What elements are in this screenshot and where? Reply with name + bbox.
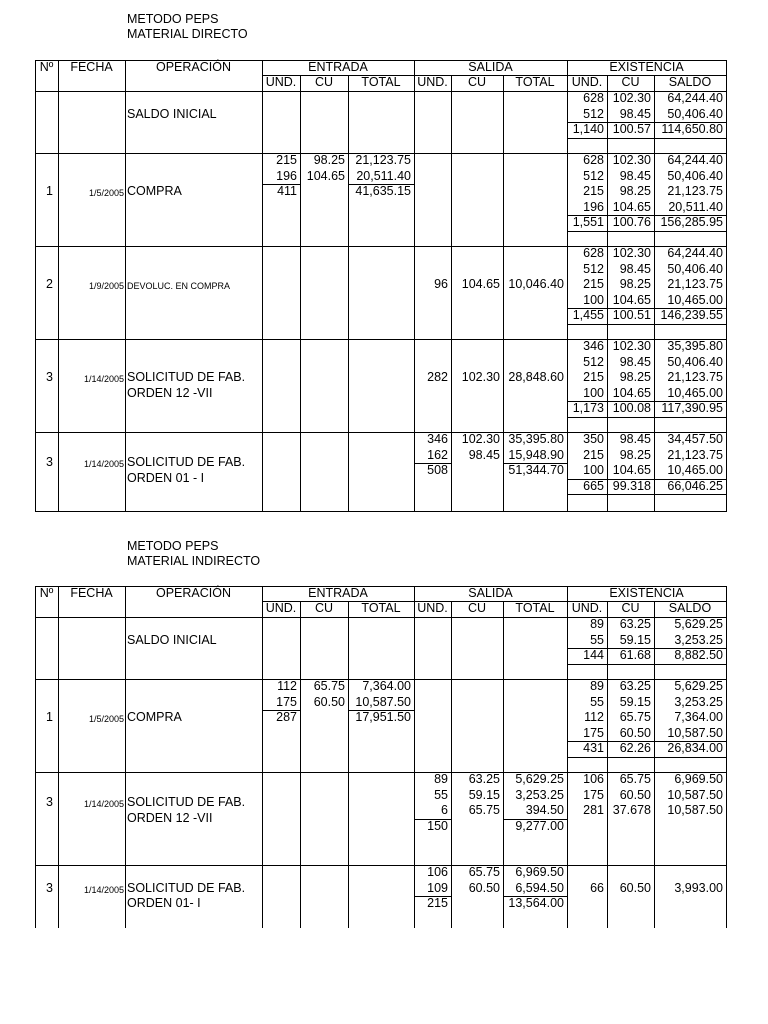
cell-divider (503, 339, 504, 432)
salida-line-total: 3,253.25 (515, 787, 564, 802)
entrada-line-cu: 104.65 (306, 168, 345, 183)
header-und: UND. (417, 75, 448, 89)
existencia-line-und: 215 (583, 277, 604, 291)
entrada-line-und: 215 (276, 153, 297, 167)
cell-divider (414, 339, 415, 432)
existencia-line-und: 196 (583, 199, 604, 214)
existencia-line-cu: 98.45 (619, 106, 651, 121)
header-cu: CU (467, 75, 487, 89)
subtotal-rule (567, 138, 726, 139)
existencia-line-total: 10,465.00 (667, 463, 723, 477)
document-title: METODO PEPS (127, 12, 219, 26)
section-subtitle: MATERIAL INDIRECTO (127, 554, 261, 568)
salida-line-total: 15,948.90 (508, 447, 564, 462)
operation-label: ORDEN 12 -VII (127, 810, 213, 825)
cell-divider (300, 246, 301, 339)
salida-line-und: 109 (427, 880, 448, 895)
existencia-line-cu: 98.45 (619, 168, 651, 183)
existencia-line-total: 3,253.25 (674, 632, 723, 647)
subtotal-rule (567, 417, 726, 418)
operation-label: SOLICITUD DE FAB. (127, 795, 246, 810)
header-operacion: OPERACIÓN (155, 60, 231, 74)
existencia-line-und: 100 (583, 385, 604, 400)
cell-divider (262, 772, 263, 865)
cell-divider (262, 246, 263, 339)
existencia-line-total: 64,244.40 (667, 91, 723, 105)
existencia-line-cu: 98.25 (619, 370, 651, 384)
header-und: UND. (571, 75, 603, 89)
header-fecha: FECHA (70, 60, 113, 74)
salida-line-total: 35,395.80 (508, 432, 564, 446)
header-entrada: ENTRADA (308, 586, 368, 600)
existencia-line-cu: 104.65 (612, 463, 651, 477)
existencia-line-cu: 98.25 (619, 447, 651, 462)
existencia-line-und: 175 (583, 787, 604, 802)
cell-divider (451, 91, 452, 153)
subtotal-rule (567, 664, 726, 665)
cell-divider (414, 679, 415, 772)
subtotal-rule (567, 231, 726, 232)
existencia-line-und: 628 (583, 153, 604, 167)
entry-number: 3 (46, 455, 53, 470)
header-total: TOTAL (361, 601, 401, 615)
salida-line-total: 28,848.60 (508, 370, 564, 384)
existencia-line-total: 5,629.25 (674, 679, 723, 693)
salida-line-und: 162 (427, 447, 448, 462)
salida-subtotal-und: 215 (427, 896, 448, 910)
header-num: Nº (39, 60, 54, 74)
salida-line-cu: 63.25 (468, 772, 500, 786)
entrada-line-total: 10,587.50 (355, 694, 411, 709)
cell-divider (607, 865, 608, 928)
cell-divider (414, 617, 415, 679)
cell-divider (451, 153, 452, 246)
salida-subtotal-und: 508 (427, 463, 448, 477)
cell-divider (451, 246, 452, 339)
entrada-line-total: 7,364.00 (362, 679, 411, 693)
cell-divider (414, 91, 415, 153)
existencia-line-total: 10,465.00 (667, 385, 723, 400)
salida-line-total: 394.50 (525, 803, 564, 817)
existencia-line-cu: 60.50 (619, 880, 651, 895)
entry-number: 2 (46, 277, 53, 291)
entry-date: 1/9/2005 (88, 281, 124, 291)
entrada-line-total: 20,511.40 (356, 168, 411, 183)
entrada-subtotal-total: 41,635.15 (355, 184, 411, 198)
salida-line-und: 346 (427, 432, 448, 446)
cell-divider (567, 865, 568, 928)
existencia-line-total: 50,406.40 (667, 354, 723, 369)
existencia-subtotal-cu: 99.318 (612, 478, 651, 493)
cell-divider (503, 679, 504, 772)
operation-label: DEVOLUC. EN COMPRA (127, 281, 231, 291)
existencia-subtotal-cu: 62.26 (619, 741, 651, 755)
entry-date: 1/14/2005 (83, 884, 124, 895)
salida-line-cu: 104.65 (461, 277, 500, 291)
existencia-line-cu: 102.30 (612, 246, 651, 260)
existencia-line-und: 55 (590, 632, 604, 647)
section-subtitle: MATERIAL DIRECTO (127, 27, 248, 41)
cell-divider (262, 617, 263, 679)
existencia-line-und: 628 (583, 91, 604, 105)
cell-divider (503, 246, 504, 339)
existencia-line-total: 21,123.75 (667, 370, 723, 384)
existencia-line-total: 3,253.25 (674, 694, 723, 709)
existencia-line-cu: 60.50 (619, 725, 651, 740)
salida-line-cu: 65.75 (468, 865, 500, 879)
header-und: UND. (265, 75, 297, 89)
salida-line-cu: 60.50 (468, 880, 500, 895)
entry-date: 1/14/2005 (83, 374, 124, 384)
salida-line-total: 10,046.40 (508, 277, 564, 291)
entry-date: 1/14/2005 (83, 459, 124, 470)
existencia-line-und: 215 (583, 447, 604, 462)
cell-divider (348, 246, 349, 339)
header-cu: CU (314, 75, 334, 89)
header-salida: SALIDA (468, 586, 513, 600)
entry-date: 1/5/2005 (88, 188, 124, 198)
header-und: UND. (417, 601, 448, 615)
header-cu: CU (467, 601, 487, 615)
existencia-line-cu: 65.75 (619, 710, 651, 724)
existencia-line-und: 55 (590, 694, 604, 709)
entrada-line-cu: 60.50 (313, 694, 345, 709)
salida-line-und: 282 (427, 370, 448, 384)
existencia-line-total: 20,511.40 (668, 199, 723, 214)
header-und: UND. (571, 601, 603, 615)
cell-divider (503, 617, 504, 679)
entrada-subtotal-total: 17,951.50 (355, 710, 411, 724)
salida-line-cu: 98.45 (468, 447, 500, 462)
operation-label: ORDEN 01 - I (127, 470, 205, 485)
cell-divider (300, 339, 301, 432)
existencia-line-cu: 104.65 (612, 292, 651, 307)
salida-line-und: 106 (427, 865, 448, 879)
cell-divider (451, 339, 452, 432)
existencia-line-total: 64,244.40 (667, 246, 723, 260)
cell-divider (451, 679, 452, 772)
existencia-line-und: 281 (583, 803, 604, 817)
operation-label: SALDO INICIAL (127, 632, 217, 647)
salida-subtotal-total: 13,564.00 (508, 896, 564, 910)
existencia-line-total: 21,123.75 (667, 184, 723, 198)
operation-label: COMPRA (127, 184, 182, 198)
salida-line-cu: 65.75 (468, 803, 500, 817)
existencia-line-total: 7,364.00 (674, 710, 723, 724)
existencia-subtotal-total: 114,650.80 (661, 122, 723, 136)
header-und: UND. (265, 601, 297, 615)
cell-divider (348, 339, 349, 432)
header-cu: CU (621, 75, 640, 89)
existencia-subtotal-total: 26,834.00 (667, 741, 723, 755)
row-divider (35, 511, 727, 512)
existencia-line-cu: 104.65 (612, 199, 651, 214)
existencia-line-und: 512 (583, 168, 604, 183)
existencia-line-cu: 104.65 (612, 385, 651, 400)
column-divider (125, 60, 126, 511)
cell-divider (300, 865, 301, 928)
operation-label: COMPRA (127, 710, 182, 724)
operation-label: ORDEN 12 -VII (127, 385, 213, 400)
existencia-subtotal-und: 431 (583, 741, 604, 755)
cell-divider (300, 432, 301, 511)
existencia-line-cu: 59.15 (619, 694, 651, 709)
existencia-subtotal-cu: 100.51 (612, 308, 651, 322)
existencia-subtotal-und: 1,173 (572, 401, 604, 415)
existencia-line-total: 10,587.50 (667, 803, 723, 817)
document-title: METODO PEPS (127, 539, 219, 553)
existencia-line-und: 215 (583, 184, 604, 198)
salida-line-total: 5,629.25 (515, 772, 564, 786)
salida-subtotal-total: 51,344.70 (508, 463, 564, 477)
entry-number: 1 (46, 710, 53, 724)
existencia-line-total: 34,457.50 (667, 432, 723, 446)
cell-divider (414, 246, 415, 339)
existencia-line-cu: 59.15 (619, 632, 651, 647)
cell-divider (451, 617, 452, 679)
entrada-line-und: 112 (277, 679, 297, 693)
salida-line-und: 55 (434, 787, 448, 802)
existencia-line-total: 50,406.40 (667, 106, 723, 121)
existencia-line-und: 100 (583, 463, 604, 477)
existencia-line-und: 628 (583, 246, 604, 260)
header-total: TOTAL (361, 75, 401, 89)
entry-number: 3 (46, 880, 53, 895)
row-divider (35, 865, 727, 866)
cell-divider (262, 432, 263, 511)
header-num: Nº (39, 586, 54, 600)
existencia-line-und: 66 (590, 880, 604, 895)
header-operacion: OPERACIÓN (155, 586, 231, 600)
entry-number: 3 (46, 370, 53, 384)
existencia-line-und: 512 (583, 354, 604, 369)
existencia-line-cu: 98.25 (619, 184, 651, 198)
existencia-line-total: 50,406.40 (667, 261, 723, 276)
subtotal-rule (567, 757, 726, 758)
entrada-line-und: 196 (276, 168, 297, 183)
cell-divider (503, 91, 504, 153)
existencia-line-total: 10,587.50 (667, 725, 723, 740)
column-divider (726, 60, 727, 511)
entrada-line-und: 175 (276, 694, 297, 709)
existencia-subtotal-und: 144 (583, 648, 604, 662)
salida-line-und: 6 (441, 803, 448, 817)
cell-divider (262, 339, 263, 432)
existencia-line-und: 89 (590, 679, 604, 693)
existencia-line-und: 346 (583, 339, 604, 353)
existencia-line-total: 6,969.50 (674, 772, 723, 786)
header-total: TOTAL (515, 75, 555, 89)
operation-label: SOLICITUD DE FAB. (127, 455, 246, 470)
operation-label: ORDEN 01- I (127, 896, 201, 910)
column-divider (125, 586, 126, 928)
salida-line-cu: 102.30 (461, 432, 500, 446)
salida-subtotal-und: 150 (427, 818, 448, 833)
header-entrada: ENTRADA (308, 60, 368, 74)
entrada-subtotal-und: 411 (277, 184, 297, 198)
existencia-line-cu: 102.30 (612, 153, 651, 167)
cell-divider (300, 617, 301, 679)
cell-divider (654, 865, 655, 928)
existencia-line-und: 350 (583, 432, 604, 446)
entrada-line-cu: 65.75 (313, 679, 345, 693)
existencia-line-total: 35,395.80 (667, 339, 723, 353)
salida-line-cu: 59.15 (468, 787, 500, 802)
existencia-subtotal-total: 146,239.55 (660, 308, 723, 322)
existencia-subtotal-und: 1,551 (572, 215, 604, 229)
entrada-subtotal-und: 287 (276, 710, 297, 724)
subtotal-rule (567, 494, 726, 495)
cell-divider (348, 617, 349, 679)
header-total: TOTAL (515, 601, 555, 615)
header-existencia: EXISTENCIA (609, 60, 684, 74)
existencia-subtotal-total: 66,046.25 (667, 478, 723, 493)
header-saldo: SALDO (668, 75, 712, 89)
cell-divider (503, 153, 504, 246)
existencia-line-cu: 98.45 (619, 261, 651, 276)
existencia-line-total: 5,629.25 (674, 617, 723, 631)
existencia-line-cu: 63.25 (619, 617, 651, 631)
salida-subtotal-total: 9,277.00 (515, 818, 564, 833)
existencia-subtotal-cu: 100.08 (612, 401, 651, 415)
cell-divider (262, 865, 263, 928)
entry-date: 1/14/2005 (83, 799, 124, 810)
existencia-line-cu: 98.45 (619, 354, 651, 369)
header-existencia: EXISTENCIA (609, 586, 684, 600)
existencia-line-total: 50,406.40 (667, 168, 723, 183)
existencia-line-und: 215 (583, 370, 604, 384)
existencia-line-total: 21,123.75 (667, 447, 723, 462)
entrada-line-total: 21,123.75 (355, 153, 411, 167)
existencia-line-total: 10,587.50 (667, 787, 723, 802)
existencia-line-und: 100 (583, 292, 604, 307)
entry-date: 1/5/2005 (88, 714, 124, 724)
cell-divider (348, 865, 349, 928)
column-divider (35, 586, 36, 928)
cell-divider (262, 91, 263, 153)
header-cu: CU (621, 601, 640, 615)
existencia-subtotal-cu: 61.68 (619, 648, 651, 662)
header-cu: CU (314, 601, 334, 615)
existencia-line-cu: 98.45 (619, 432, 651, 446)
column-divider (726, 586, 727, 928)
cell-divider (348, 432, 349, 511)
header-saldo: SALDO (668, 601, 712, 615)
salida-line-total: 6,594.50 (515, 880, 564, 895)
existencia-subtotal-und: 1,140 (572, 122, 604, 136)
existencia-subtotal-total: 117,390.95 (661, 401, 723, 415)
salida-line-cu: 102.30 (461, 370, 500, 384)
cell-divider (348, 91, 349, 153)
existencia-line-total: 21,123.75 (667, 277, 723, 291)
existencia-subtotal-und: 1,455 (572, 308, 604, 322)
existencia-line-cu: 98.25 (619, 277, 651, 291)
existencia-line-cu: 65.75 (619, 772, 651, 786)
existencia-subtotal-cu: 100.76 (612, 215, 651, 229)
existencia-line-cu: 60.50 (619, 787, 651, 802)
existencia-line-cu: 63.25 (619, 679, 651, 693)
entrada-line-cu: 98.25 (313, 153, 345, 167)
existencia-subtotal-total: 156,285.95 (660, 215, 723, 229)
salida-line-und: 89 (434, 772, 448, 786)
existencia-line-cu: 37.678 (612, 803, 651, 817)
entry-number: 1 (46, 184, 53, 198)
cell-divider (300, 772, 301, 865)
header-fecha: FECHA (70, 586, 113, 600)
salida-line-total: 6,969.50 (515, 865, 564, 879)
existencia-line-cu: 102.30 (612, 91, 651, 105)
salida-line-und: 96 (434, 277, 448, 291)
existencia-line-und: 106 (583, 772, 604, 786)
existencia-subtotal-und: 665 (583, 478, 604, 493)
cell-divider (414, 153, 415, 246)
column-divider (58, 586, 59, 928)
existencia-line-total: 3,993.00 (674, 880, 723, 895)
existencia-line-und: 112 (584, 710, 604, 724)
existencia-subtotal-total: 8,882.50 (674, 648, 723, 662)
existencia-line-und: 89 (590, 617, 604, 631)
existencia-line-total: 64,244.40 (667, 153, 723, 167)
operation-label: SOLICITUD DE FAB. (127, 370, 246, 384)
entry-number: 3 (46, 795, 53, 810)
operation-label: SALDO INICIAL (127, 106, 217, 121)
subtotal-rule (567, 324, 726, 325)
existencia-line-total: 10,465.00 (667, 292, 723, 307)
cell-divider (300, 91, 301, 153)
header-salida: SALIDA (468, 60, 513, 74)
operation-label: SOLICITUD DE FAB. (127, 880, 246, 895)
cell-divider (348, 772, 349, 865)
existencia-subtotal-cu: 100.57 (612, 122, 651, 136)
existencia-line-und: 175 (583, 725, 604, 740)
existencia-line-cu: 102.30 (612, 339, 651, 353)
existencia-line-und: 512 (583, 106, 604, 121)
existencia-line-und: 512 (583, 261, 604, 276)
